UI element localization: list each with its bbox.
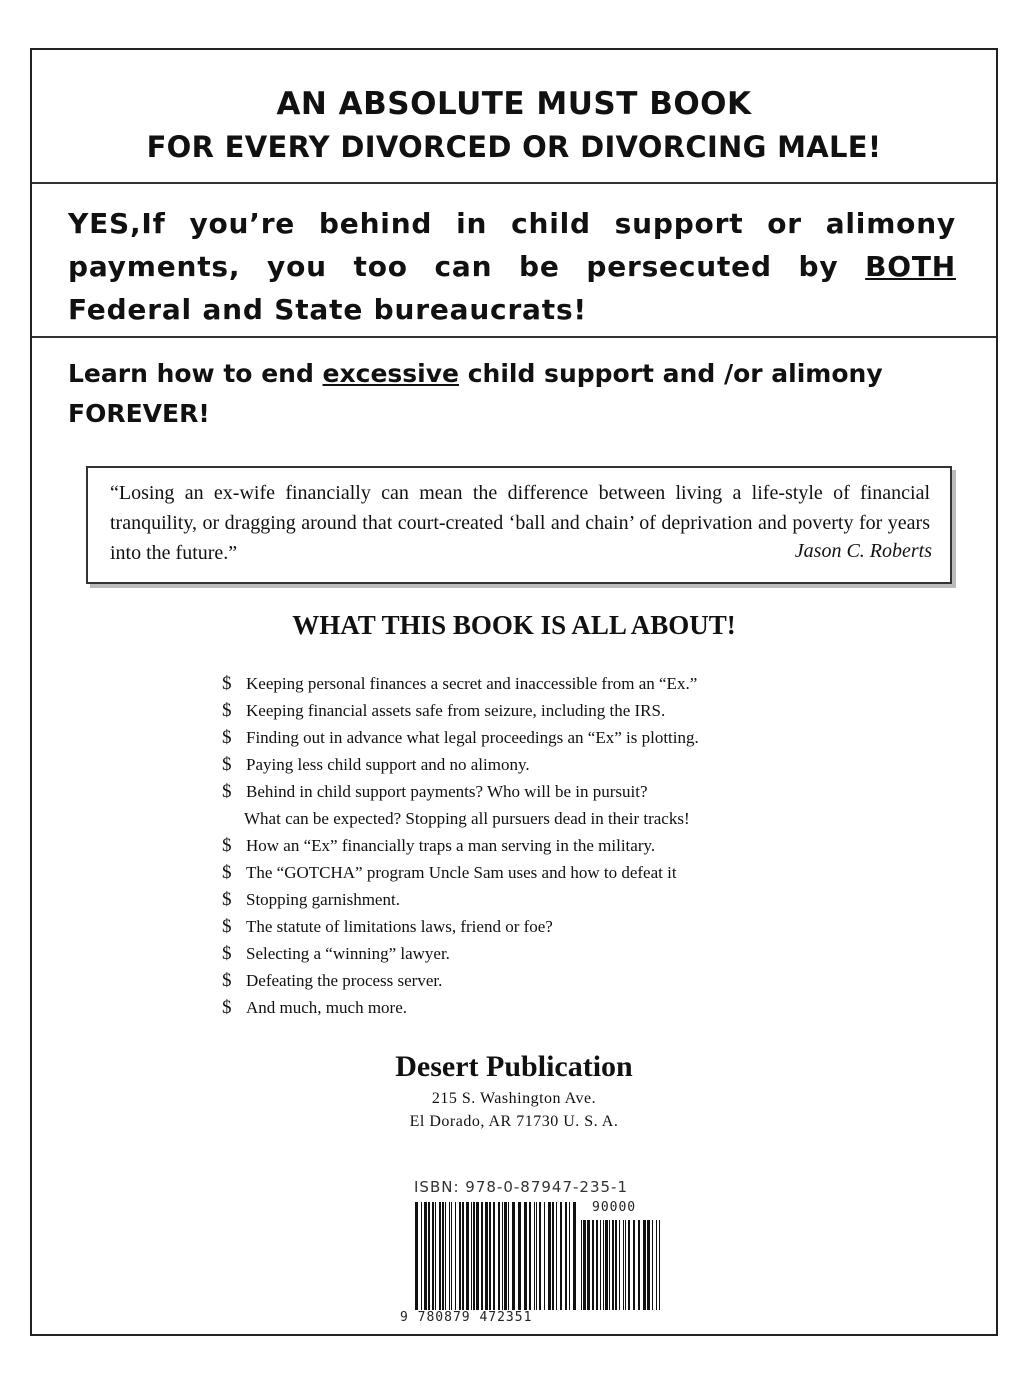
barcode-bar [548,1202,551,1310]
dollar-bullet-icon: $ [222,970,232,991]
barcode-bar [498,1202,500,1310]
barcode-extension [580,1202,662,1310]
barcode-bar [439,1202,441,1310]
barcode-bar [615,1220,617,1310]
dollar-bullet-icon: $ [222,835,232,856]
warning-text-end: Federal and State bureaucrats! [68,293,587,326]
quote-author: Jason C. Roberts [794,540,932,562]
barcode-bar [587,1220,590,1310]
dollar-bullet-icon: $ [222,754,232,775]
barcode-bar [442,1202,444,1310]
barcode-bar [435,1202,436,1310]
list-item [222,697,862,724]
learn-text-start: Learn how to end [68,359,323,388]
list-item-text: Stopping garnishment. [246,890,400,909]
barcode-bar [625,1220,626,1310]
list-item-text: Paying less child support and no alimony. [246,755,530,774]
dollar-bullet-icon: $ [222,943,232,964]
dollar-bullet-icon: $ [222,862,232,883]
barcode-main [414,1202,577,1310]
barcode-bar [445,1202,446,1310]
barcode-bar [449,1202,450,1310]
barcode-bar [462,1202,464,1310]
list-item-text: And much, much more. [246,998,407,1017]
barcode-bar [623,1220,624,1310]
list-item [222,724,862,751]
barcode-bar [638,1220,640,1310]
barcode-bar [600,1220,601,1310]
learn-text-end: child support and /or alimony [459,359,883,388]
list-item-text: Selecting a “winning” lawyer. [246,944,450,963]
list-item [222,940,862,967]
barcode-bar [565,1202,567,1310]
dollar-bullet-icon: $ [222,781,232,802]
barcode-bar [643,1220,646,1310]
isbn-number: ISBN: 978-0-87947-235-1 [414,1178,628,1196]
barcode-bar [534,1202,535,1310]
barcode-bar [556,1202,557,1310]
barcode-bar [603,1220,604,1310]
warning-band [32,184,996,338]
barcode-bar [524,1202,527,1310]
barcode-bar [581,1220,582,1310]
barcode-bar [493,1202,495,1310]
barcode-bar [633,1220,635,1310]
barcode-bar [512,1202,515,1310]
headline-line-1: AN ABSOLUTE MUST BOOK [276,86,752,122]
barcode-bar [656,1220,657,1310]
barcode-bar [489,1202,491,1310]
barcode-bar [539,1202,541,1310]
barcode-bar [518,1202,521,1310]
headline-band [32,50,996,184]
barcode-bar [473,1202,475,1310]
barcode-bar [647,1220,650,1310]
list-item [222,778,862,832]
barcode-bar [596,1220,598,1310]
barcode-bar [502,1202,503,1310]
list-item-text: Keeping financial assets safe from seizure, including the IRS. [246,701,666,720]
list-item [222,832,862,859]
barcode-extension-digits: 90000 [592,1200,637,1215]
warning-emphasis: BOTH [865,250,956,283]
list-item-continuation: What can be expected? Stopping all pursuers dead in their tracks! [244,809,690,828]
dollar-bullet-icon: $ [222,727,232,748]
barcode-bar [560,1202,562,1310]
barcode-bar [544,1202,545,1310]
barcode-bar [424,1202,427,1310]
list-item-text: Defeating the process server. [246,971,443,990]
list-item [222,859,862,886]
barcode-bar [415,1202,418,1310]
barcode-bar [529,1202,531,1310]
barcode-bar [612,1220,614,1310]
list-item [222,913,862,940]
list-item-text: Keeping personal finances a secret and inaccessible from an “Ex.” [246,674,698,693]
list-item [222,886,862,913]
barcode-bar [609,1220,610,1310]
quote-box [86,466,952,584]
dollar-bullet-icon: $ [222,700,232,721]
publisher-address-line-2: El Dorado, AR 71730 U. S. A. [409,1113,619,1130]
barcode-bar [428,1202,430,1310]
barcode-bar [466,1202,469,1310]
barcode-bar [459,1202,461,1310]
barcode-bar [552,1202,554,1310]
barcode-bar [652,1220,653,1310]
dollar-bullet-icon: $ [222,997,232,1018]
barcode-bar [481,1202,483,1310]
barcode-bar [451,1202,452,1310]
barcode-bar [536,1202,537,1310]
barcode-bar [619,1220,620,1310]
publisher-address-line-1: 215 S. Washington Ave. [431,1090,597,1107]
barcode-bar [592,1220,594,1310]
warning-text [68,202,956,331]
publisher-name: Desert Publication [395,1050,633,1083]
list-item [222,994,862,1021]
barcode-bar [659,1220,660,1310]
learn-emphasis: excessive [322,359,459,388]
list-item [222,751,862,778]
barcode-bar [508,1202,509,1310]
list-item [222,967,862,994]
headline-line-2: FOR EVERY DIVORCED OR DIVORCING MALE! [146,130,882,164]
quote-text: “Losing an ex-wife financially can mean the difference between living a life-style of financial tranquility, or dragging around that court-created ‘ball and chain’ of deprivation and poverty for years into the future.” [110,482,930,564]
learn-statement [68,354,960,434]
list-item-text: The “GOTCHA” program Uncle Sam uses and how to defeat it [246,863,677,882]
list-item-text: Finding out in advance what legal proceedings an “Ex” is plotting. [246,728,699,747]
barcode-bar [432,1202,434,1310]
topics-list [222,670,862,1021]
dollar-bullet-icon: $ [222,673,232,694]
section-title: WHAT THIS BOOK IS ALL ABOUT! [292,610,736,640]
barcode-bar [573,1202,576,1310]
warning-text-start: YES,If you’re behind in child support or alimony payments, you too can be persecuted by [68,207,956,283]
dollar-bullet-icon: $ [222,889,232,910]
barcode-bar [504,1202,507,1310]
barcode-bar [605,1220,608,1310]
barcode-bar [569,1202,570,1310]
back-cover [30,48,998,1336]
barcode-bar [485,1202,488,1310]
barcode-bar [421,1202,422,1310]
list-item [222,670,862,697]
barcode-digits: 9 780879 472351 [400,1310,533,1325]
barcode-bar [628,1220,630,1310]
barcode-bar [455,1202,456,1310]
list-item-text: Behind in child support payments? Who will be in pursuit? [246,782,648,801]
learn-forever: FOREVER! [68,399,210,428]
barcode-bar [476,1202,479,1310]
list-item-text: How an “Ex” financially traps a man serving in the military. [246,836,656,855]
barcode-bar [583,1220,586,1310]
dollar-bullet-icon: $ [222,916,232,937]
list-item-text: The statute of limitations laws, friend or foe? [246,917,553,936]
barcode-bar [471,1202,472,1310]
